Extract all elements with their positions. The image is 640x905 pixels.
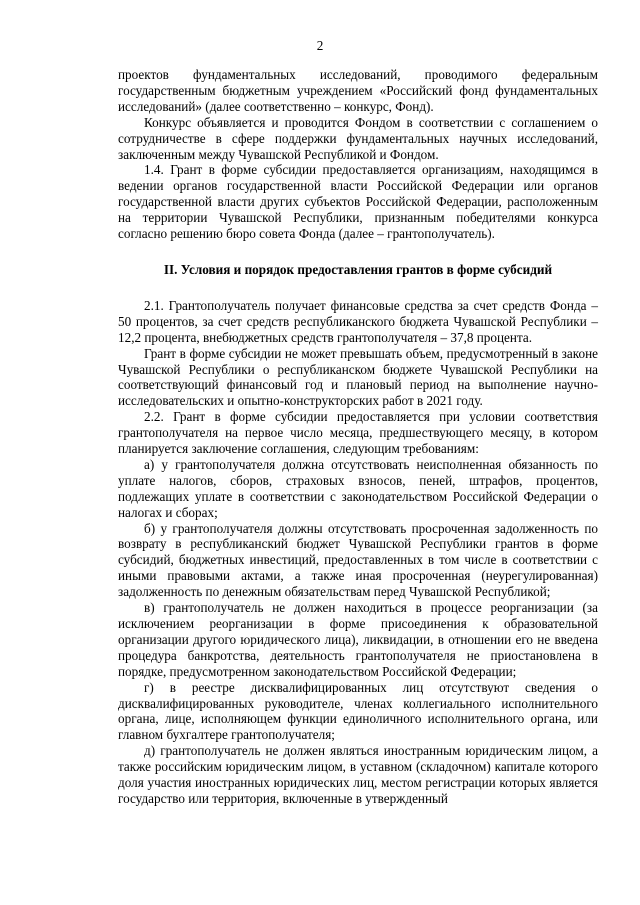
requirement-d: д) грантополучатель не должен являться иностранным юридическим лицом, а также российским юридическим лицом, в уставном (складочном) капитале которого доля участия иностранных юридических лиц, местом регистрации которых является государство или территория, включенные в утвержденный xyxy=(118,743,598,806)
paragraph-2-1: 2.1. Грантополучатель получает финансовые средства за счет средств Фонда – 50 процентов, за счет средств республиканского бюджета Чувашской Республики – 12,2 процента, внебюджетных средств грантополучателя – 37,8 процента. xyxy=(118,297,598,345)
requirement-a: а) у грантополучателя должна отсутствовать неисполненная обязанность по уплате налогов, сборов, страховых взносов, пеней, штрафов, процентов, подлежащих уплате в соответствии с законодательством Российской Федерации о налогах и сборах; xyxy=(118,456,598,520)
section-heading: II. Условия и порядок предоставления грантов в форме субсидий xyxy=(163,261,553,277)
paragraph-grant-limit: Грант в форме субсидии не может превышать объем, предусмотренный в законе Чувашской Республики о республиканском бюджете Чувашской Республики на соответствующий финансовый год и плановый период на выполнение научно-исследовательских и опытно-конструкторских работ в 2021 году. xyxy=(118,345,598,409)
requirement-b: б) у грантополучателя должны отсутствовать просроченная задолженность по возврату в республиканский бюджет Чувашской Республики грантов в форме субсидий, бюджетных инвестиций, предоставленных в том числе в соответствии с иными правовыми актами, а также иная просроченная (неурегулированная) задолженность по денежным обязательствам перед Чувашской Республикой; xyxy=(118,520,598,600)
requirement-g: г) в реестре дисквалифицированных лиц отсутствуют сведения о дисквалифицированных руководителе, членах коллегиального исполнительного органа, лице, исполняющем функции единоличного исполнительного органа, или главном бухгалтере грантополучателя; xyxy=(118,679,598,743)
paragraph-competition: Конкурс объявляется и проводится Фондом в соответствии с соглашением о сотрудничестве в сфере поддержки фундаментальных научных исследований, заключенным между Чувашской Республикой и Фондом. xyxy=(118,114,598,162)
page-number: 2 xyxy=(316,38,324,53)
paragraph-1-4: 1.4. Грант в форме субсидии предоставляется организациям, находящимся в ведении органов государственной власти Российской Федерации или органов государственной власти других субъектов Российской Федерации, расположенным на территории Чувашской Республики, признанным победителями конкурса согласно решению бюро совета Фонда (далее – грантополучатель). xyxy=(118,162,598,242)
paragraph-continuation: проектов фундаментальных исследований, проводимого федеральным государственным бюджетным учреждением «Российский фонд фундаментальных исследований» (далее соответственно – конкурс, Фонд). xyxy=(118,67,598,114)
requirement-v: в) грантополучатель не должен находиться в процессе реорганизации (за исключением реорганизации в форме присоединения к образовательной организации другого юридического лица), ликвидации, в отношении его не введена процедура банкротства, деятельность грантополучателя не приостановлена в порядке, предусмотренном законодательством Российской Федерации; xyxy=(118,600,598,679)
paragraph-2-2: 2.2. Грант в форме субсидии предоставляется при условии соответствия грантополучателя на первое число месяца, предшествующего месяцу, в котором планируется заключение соглашения, следующим требованиям: xyxy=(118,409,598,457)
page-body xyxy=(118,67,598,807)
